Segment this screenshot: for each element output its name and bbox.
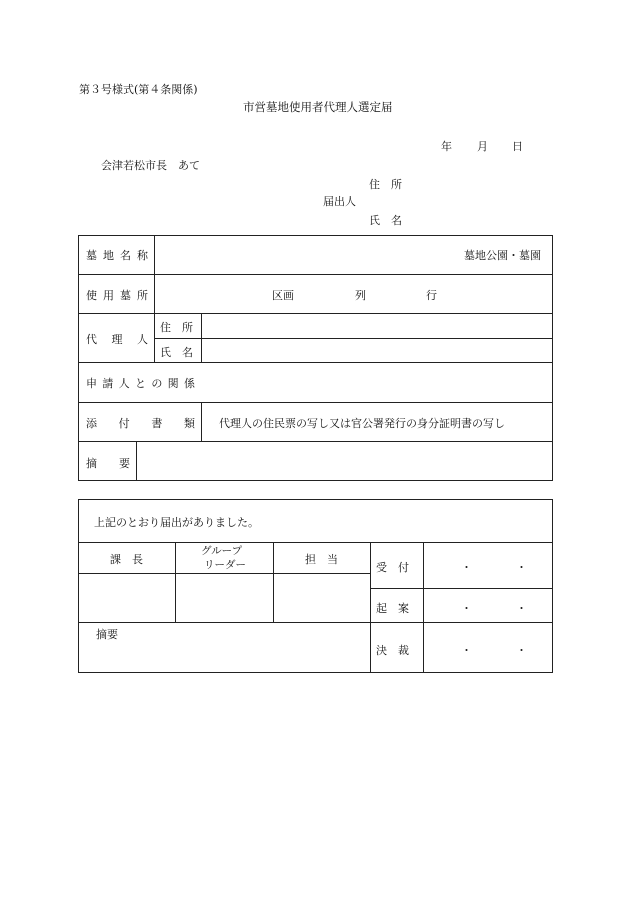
form-number: 第３号様式(第４条関係) [79, 83, 198, 96]
group-leader-stamp[interactable] [176, 574, 273, 622]
agent-label: 代 理 人 [86, 333, 148, 346]
date-day: 日 [512, 140, 523, 153]
applicant-address-label: 住 所 [369, 178, 402, 191]
draft-label: 起 案 [376, 602, 409, 615]
applicant-label: 届出人 [323, 195, 356, 208]
approval-label: 決 裁 [376, 644, 409, 657]
relation-label: 申 請 人 と の 関 係 [86, 377, 195, 390]
remarks-label: 摘 要 [86, 457, 130, 470]
attachment-label: 添 付 書 類 [86, 417, 195, 430]
received-date[interactable]: ・ ・ [461, 561, 527, 574]
plot-ward-label[interactable]: 区画 [272, 289, 294, 302]
page-title: 市営墓地使用者代理人選定届 [243, 100, 393, 114]
section-chief-header: 課 長 [110, 553, 143, 566]
plot-label: 使 用 墓 所 [86, 289, 148, 302]
section-chief-stamp[interactable] [79, 574, 175, 622]
group-leader-header-line2: リーダー [204, 559, 246, 571]
person-in-charge-stamp[interactable] [274, 574, 370, 622]
plot-row-label[interactable]: 列 [355, 289, 366, 302]
group-leader-header-line1: グループ [201, 545, 243, 557]
addressee: 会津若松市長 あて [101, 159, 200, 172]
cemetery-name-label: 墓 地 名 称 [86, 249, 148, 262]
applicant-name-label: 氏 名 [369, 214, 402, 227]
attachment-value: 代理人の住民票の写し又は官公署発行の身分証明書の写し [219, 417, 505, 430]
date-year: 年 [441, 140, 452, 153]
cemetery-name-value[interactable]: 墓地公園・墓園 [464, 249, 541, 262]
date-month: 月 [477, 140, 488, 153]
draft-date[interactable]: ・ ・ [461, 602, 527, 615]
office-remarks-label: 摘要 [96, 628, 118, 641]
agent-address-label: 住 所 [160, 321, 193, 334]
received-label: 受 付 [376, 561, 409, 574]
agent-name-label: 氏 名 [160, 346, 193, 359]
plot-line-label[interactable]: 行 [426, 289, 437, 302]
received-notice: 上記のとおり届出がありました。 [94, 516, 259, 529]
approval-date[interactable]: ・ ・ [461, 644, 527, 657]
person-in-charge-header: 担 当 [305, 553, 338, 566]
